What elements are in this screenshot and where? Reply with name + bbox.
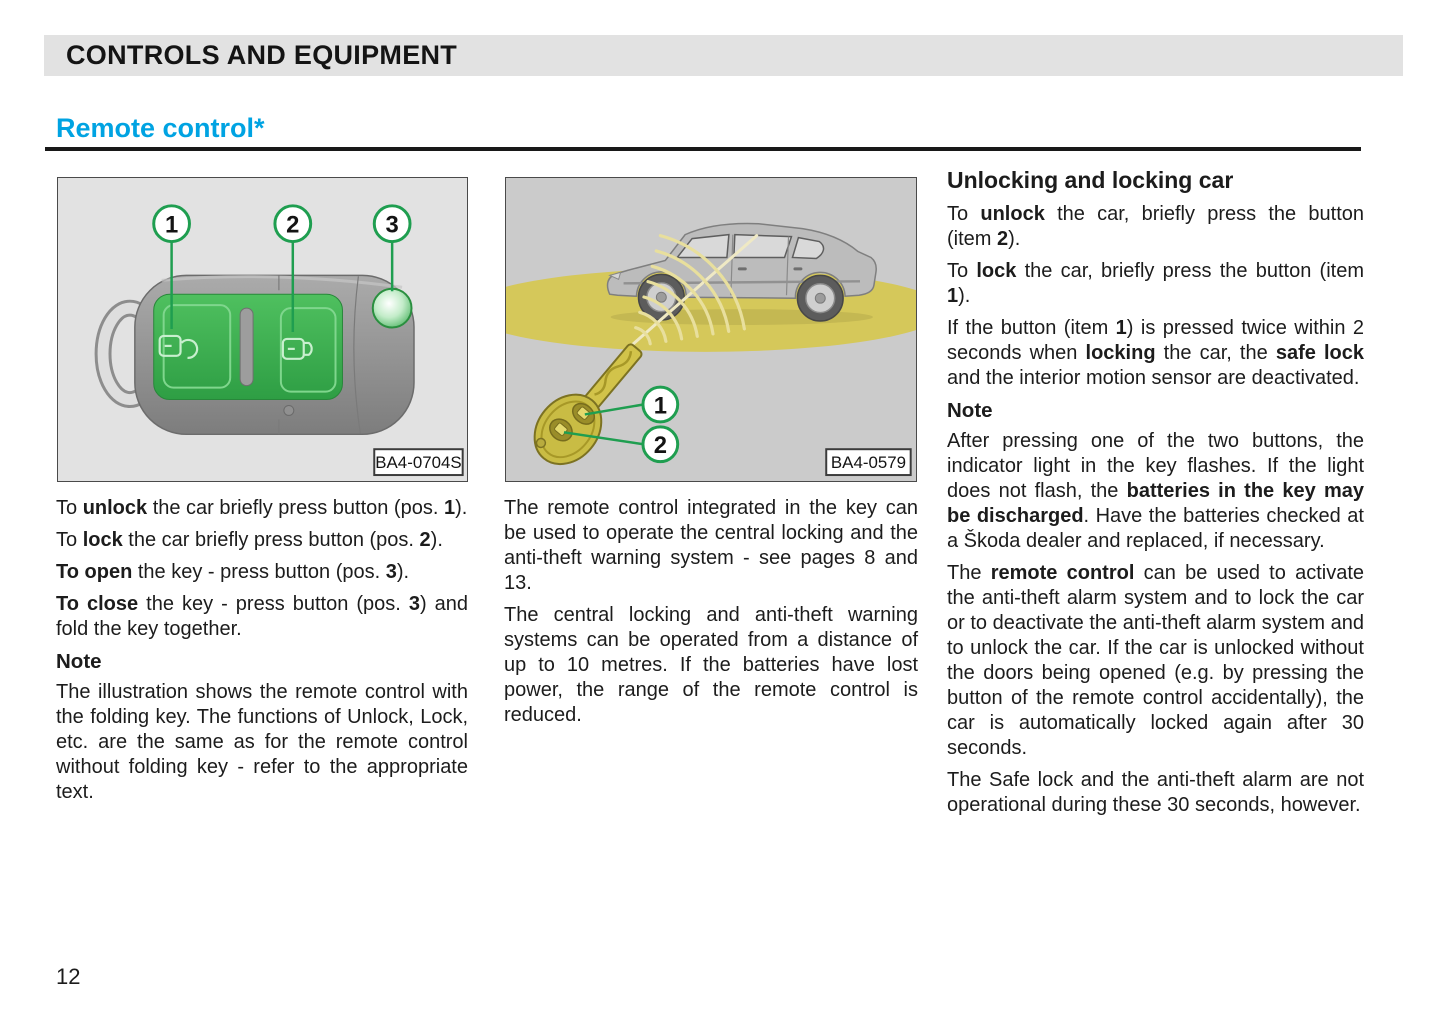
page-number: 12 [56,964,81,989]
key-illustration [521,329,659,478]
paragraph: After pressing one of the two buttons, the indicator light in the key flashes. If the light does not flash, the batteries in the key may be discharged. Have the batteries checked at a Škoda dealer and replaced, if necessary. [947,430,1364,552]
figure-car-and-key [505,177,917,482]
paragraph: The central locking and anti-theft warning systems can be operated from a distance of up to 10 metres. If the batteries have lost power, the range of the remote control is reduced. [504,604,918,726]
paragraph: If the button (item 1) is pressed twice within 2 seconds when locking the car, the safe lock and the interior motion sensor are deactivated. [947,317,1365,389]
figure-code: BA4-0704S [375,453,462,473]
figure-code-label [826,449,910,475]
green-button-panel [154,294,343,399]
paragraph: The remote control integrated in the key can be used to operate the central locking and the anti-theft warning system - see pages 8 and 13. [504,497,918,594]
paragraph: To unlock the car briefly press button (pos. 1). [56,497,468,519]
car-key-illustration [506,178,916,481]
column-right [947,168,1364,825]
note-heading: Note [947,399,993,422]
callout-badges [154,206,410,242]
section-heading: Unlocking and locking car [947,167,1234,193]
section-title: Remote control* [56,113,265,143]
figure-code: BA4-0579 [830,453,906,473]
paragraph: To close the key - press button (pos. 3) and fold the key together. [56,593,469,640]
paragraph: To lock the car, briefly press the button (item 1). [947,260,1364,307]
rear-wheel [797,275,843,321]
callout-1: 1 [164,211,179,239]
paragraph: The remote control can be used to activate the anti-theft alarm system and to lock the car or to deactivate the anti-theft alarm system and to unlock the car. If the car is unlocked without the doors being opened (e.g. by pressing the button of the remote control accidentally), the car is automatically locked again after 30 seconds. [947,562,1365,759]
figure-remote-control-fob [57,177,468,482]
section-divider [45,147,1361,151]
fob-illustration [58,178,467,481]
screw-dot [284,405,294,415]
car-illustration [608,223,877,325]
note-heading: Note [56,650,102,673]
chapter-title: CONTROLS AND EQUIPMENT [66,40,458,70]
callout-badges [643,387,678,462]
fold-key-led-button [373,289,412,328]
callout-3: 3 [385,211,399,239]
paragraph: To open the key - press button (pos. 3). [56,561,410,583]
paragraph: The illustration shows the remote control with the folding key. The functions of Unlock, Lock, etc. are the same as for the remote control without folding key - refer to the appropriate text. [56,681,468,803]
callout-1: 1 [653,392,667,420]
column-left [56,496,468,812]
callout-2: 2 [653,432,667,460]
paragraph: To lock the car briefly press button (pos. 2). [56,529,443,551]
paragraph: To unlock the car, briefly press the button (item 2). [947,203,1364,250]
panel-divider [240,308,253,385]
paragraph: The Safe lock and the anti-theft alarm are not operational during these 30 seconds, however. [947,769,1364,816]
figure-code-label [374,449,462,475]
chapter-header-bar [44,35,1403,76]
column-middle [504,496,918,735]
callout-2: 2 [286,211,300,239]
